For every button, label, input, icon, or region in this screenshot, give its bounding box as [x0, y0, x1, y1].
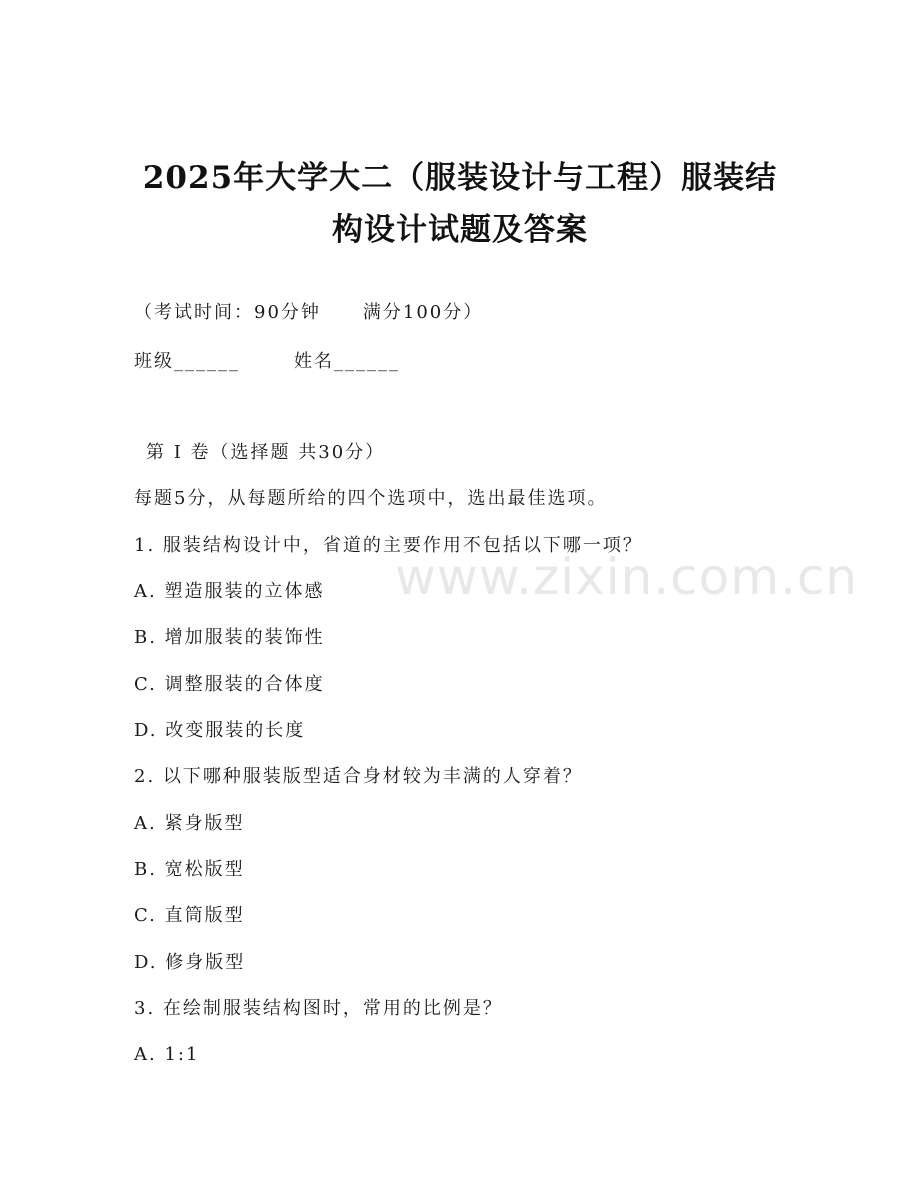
question-2-stem: 2. 以下哪种服装版型适合身材较为丰满的人穿着？: [134, 766, 583, 787]
question-1-option-d: D. 改变服装的长度: [134, 720, 306, 741]
exam-info: [134, 300, 483, 326]
exam-time: （考试时间：90分钟: [134, 302, 321, 323]
title-line-1: 2025年大学大二（服装设计与工程）服装结: [142, 160, 778, 196]
question-2-option-a: A. 紧身版型: [134, 813, 245, 834]
question-1-option-c: C. 调整服装的合体度: [134, 674, 325, 695]
question-2-option-d: D. 修身版型: [134, 952, 246, 973]
document-title: [0, 152, 920, 256]
instruction-text: 每题5分，从每题所给的四个选项中，选出最佳选项。: [134, 488, 608, 509]
question-3-option-a: A. 1:1: [134, 1044, 200, 1065]
question-3-stem: 3. 在绘制服装结构图时，常用的比例是？: [134, 998, 503, 1019]
question-1-stem: 1. 服装结构设计中，省道的主要作用不包括以下哪一项？: [134, 535, 643, 556]
section-header: 第 I 卷（选择题 共30分）: [146, 442, 386, 463]
title-line-2: 构设计试题及答案: [332, 212, 588, 248]
question-2-option-c: C. 直筒版型: [134, 905, 245, 926]
class-field: 班级______: [134, 351, 240, 372]
student-fields: [134, 349, 400, 375]
question-2-option-b: B. 宽松版型: [134, 859, 245, 880]
name-field: 姓名______: [294, 351, 400, 372]
question-1-option-a: A. 塑造服装的立体感: [134, 581, 325, 602]
question-1-option-b: B. 增加服装的装饰性: [134, 627, 325, 648]
exam-score: 满分100分）: [362, 302, 484, 323]
watermark: www.zixin.com.cn: [395, 548, 859, 606]
